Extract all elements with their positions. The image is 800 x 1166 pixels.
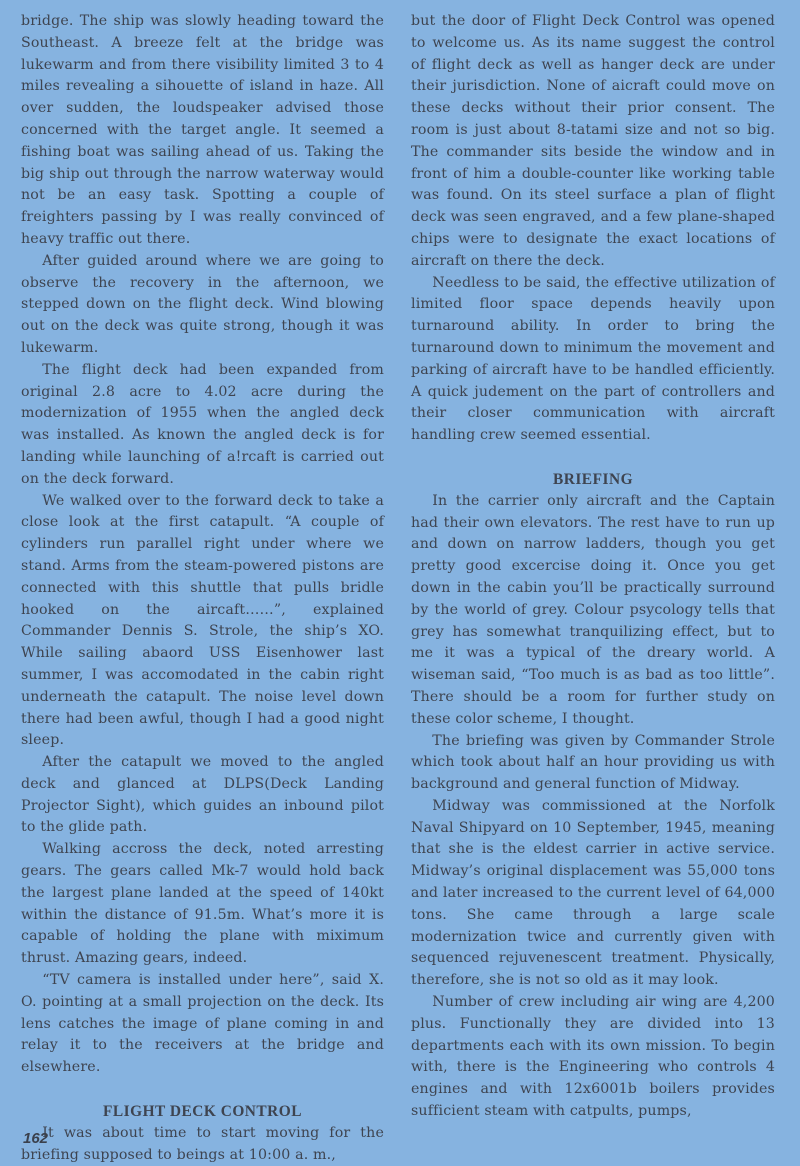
section-heading-flight-deck-control: FLIGHT DECK CONTROL	[102, 1103, 303, 1121]
paragraph: Walking accross the deck, noted arresting gears. The gears called Mk-7 would hold back the largest plane landed at the speed of 140kt within the distance of 91.5m. What’s more it is capable of holding the plane with miximum thrust. Amazing gears, indeed.	[21, 841, 384, 967]
paragraph: In the carrier only aircraft and the Captain had their own elevators. The rest have to run up and down on narrow ladders, though you get pretty good excercise doing it. Once you get down in the cabin you’ll be practically surround by the world of grey. Colour psycology tells that grey has somewhat tranquilizing effect, but to me it was a typical of the dreary world. A wiseman said, “Too much is as bad as too little”. There should be a room for further study on these color scheme, I thought.	[411, 492, 775, 727]
right-column	[411, 11, 775, 1123]
paragraph: After the catapult we moved to the angled deck and glanced at DLPS(Deck Landing Projector Sight), which guides an inbound pilot to the glide path.	[21, 754, 384, 836]
paragraph: Midway was commissioned at the Norfolk Naval Shipyard on 10 September, 1945, meaning that she is the eldest carrier in active service. Midway’s original displacement was 55,000 tons and later increased to the current level of 64,000 tons. She came through a large scale modernization twice and currently given with sequenced rejuvenescent treatment. Physically, therefore, she is not so old as it may look.	[411, 797, 775, 989]
paragraph: but the door of Flight Deck Control was opened to welcome us. As its name suggest the control of flight deck as well as hanger deck are under their jurisdiction. None of aicraft could move on these decks without their prior consent. The room is just about 8-tatami size and not so big. The commander sits beside the window and in front of him a double-counter like working table was found. On its steel surface a plan of flight deck was seen engraved, and a few plane-shaped chips were to designate the exact locations of aircraft on there the deck.	[411, 13, 775, 269]
paragraph: It was about time to start moving for the briefing supposed to beings at 10:00 a. m.,	[21, 1124, 384, 1163]
paragraph: We walked over to the forward deck to take a close look at the first catapult. “A couple of cylinders run parallel right under where we stand. Arms from the steam-powered pistons are connected with this shuttle that pulls bridle hooked on the aircaft……”, explained Commander Dennis S. Strole, the ship’s XO. While sailing abaord USS Eisenhower last summer, I was accomodated in the cabin right underneath the catapult. The noise level down there had been awful, though I had a good night sleep.	[21, 492, 384, 749]
page-number: 162	[23, 1130, 49, 1147]
paragraph: bridge. The ship was slowly heading toward the Southeast. A breeze felt at the bridge was lukewarm and from there visibility limited 3 to 4 miles revealing a sihouette of island in haze. All over sudden, the loudspeaker advised those concerned with the target angle. It seemed a fishing boat was sailing ahead of us. Taking the big ship out through the narrow waterway would not be an easy task. Spotting a couple of freighters passing by I was really convinced of heavy traffic out there.	[21, 13, 384, 247]
paragraph: After guided around where we are going to observe the recovery in the afternoon, we stepped down on the flight deck. Wind blowing out on the deck was quite strong, though it was lukewarm.	[21, 252, 384, 356]
paragraph: Needless to be said, the effective utilization of limited floor space depends heavily upon turnaround ability. In order to bring the turnaround down to minimum the movement and parking of aircraft have to be handled efficiently. A quick judement on the part of controllers and their closer communication with aircraft handling crew seemed essential.	[411, 274, 775, 444]
left-column	[21, 11, 384, 1166]
paragraph: The flight deck had been expanded from original 2.8 acre to 4.02 acre during the modernization of 1955 when the angled deck was installed. As known the angled deck is for landing while launching of a!rcaft is carried out on the deck forward.	[21, 361, 384, 487]
paragraph: The briefing was given by Commander Strole which took about half an hour providing us with background and general function of Midway.	[411, 732, 775, 793]
paragraph: “TV camera is installed under here”, said X. O. pointing at a small projection on the deck. Its lens catches the image of plane coming in and relay it to the receivers at the bridge and elsewhere.	[21, 972, 384, 1076]
section-heading-briefing: BRIEFING	[552, 470, 634, 488]
paragraph: Number of crew including air wing are 4,200 plus. Functionally they are divided into 13 departments each with its own mission. To begin with, there is the Engineering who controls 4 engines and with 12x6001b boilers provides sufficient steam with catpults, pumps,	[411, 994, 775, 1120]
